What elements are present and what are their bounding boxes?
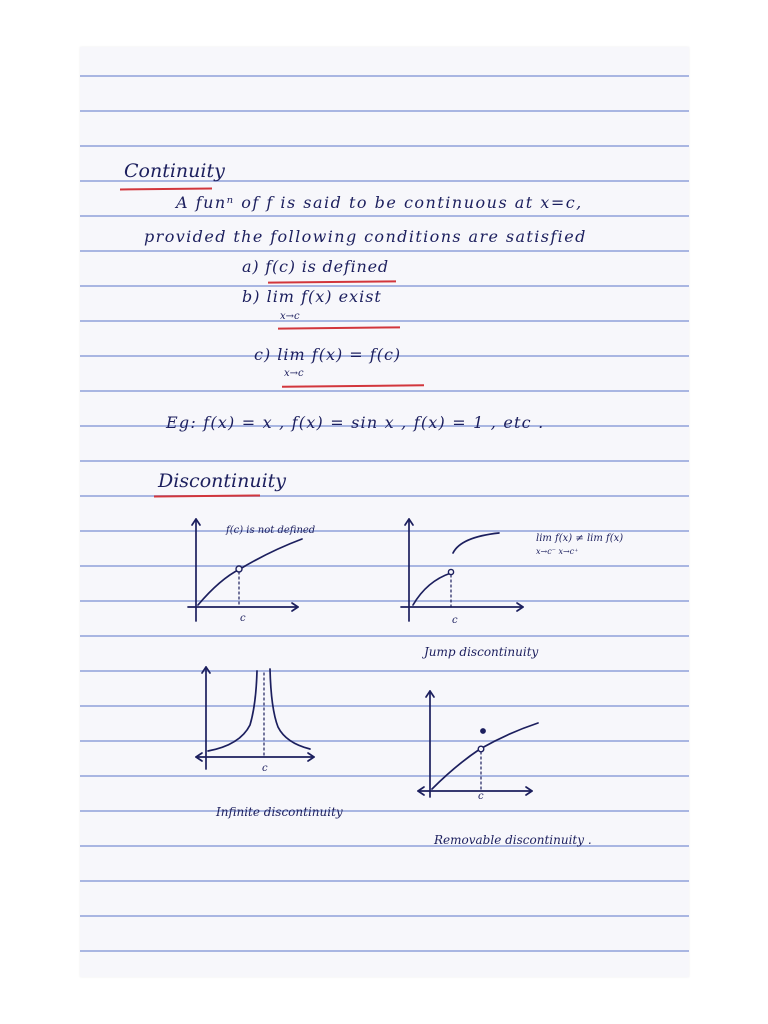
graph3-right-branch xyxy=(270,669,310,749)
condition-b: b) lim f(x) exist xyxy=(242,287,382,306)
graph2-note: lim f(x) ≠ lim f(x) xyxy=(536,533,624,544)
graph-jump xyxy=(395,517,530,627)
graph3-left-branch xyxy=(208,671,257,751)
graph2-caption: Jump discontinuity xyxy=(424,645,539,659)
graph3-caption: Infinite discontinuity xyxy=(216,805,343,819)
graph4-filled-point xyxy=(481,729,486,734)
graph2-c-label: c xyxy=(452,615,458,626)
graph3-c-label: c xyxy=(262,763,268,774)
condition-a: a) f(c) is defined xyxy=(242,257,389,276)
condition-c-underline xyxy=(282,384,424,387)
notebook-page xyxy=(80,47,689,977)
graph-removable xyxy=(412,687,547,802)
graph4-caption: Removable discontinuity . xyxy=(434,833,592,847)
graph2-open-point xyxy=(448,569,453,574)
graph4-open-point xyxy=(478,746,484,752)
heading-discontinuity: Discontinuity xyxy=(158,470,287,492)
graph4-c-label: c xyxy=(478,791,484,802)
condition-b-underline xyxy=(278,326,400,329)
graph1-curve xyxy=(198,539,302,605)
heading-continuity-underline xyxy=(120,188,212,191)
graph1-note: f(c) is not defined xyxy=(226,525,316,536)
graph2-lower-curve xyxy=(413,573,451,605)
condition-c: c) lim f(x) = f(c) xyxy=(254,345,402,364)
definition-line-1: A funⁿ of f is said to be continuous at x=c, xyxy=(176,193,583,212)
example-line: Eg: f(x) = x , f(x) = sin x , f(x) = 1 , etc . xyxy=(166,413,545,432)
heading-discontinuity-underline xyxy=(154,494,260,497)
graph-infinite xyxy=(192,665,322,780)
graph1-c-label: c xyxy=(240,613,246,624)
condition-a-underline xyxy=(268,280,396,283)
heading-continuity: Continuity xyxy=(124,160,225,182)
condition-b-subscript: x→c xyxy=(280,311,300,322)
graph2-note-subscript: x→c⁻ x→c⁺ xyxy=(536,547,579,556)
definition-line-2: provided the following conditions are satisfied xyxy=(144,227,587,246)
graph2-upper-curve xyxy=(453,533,499,553)
condition-c-subscript: x→c xyxy=(284,368,304,379)
graph1-open-point xyxy=(236,566,242,572)
